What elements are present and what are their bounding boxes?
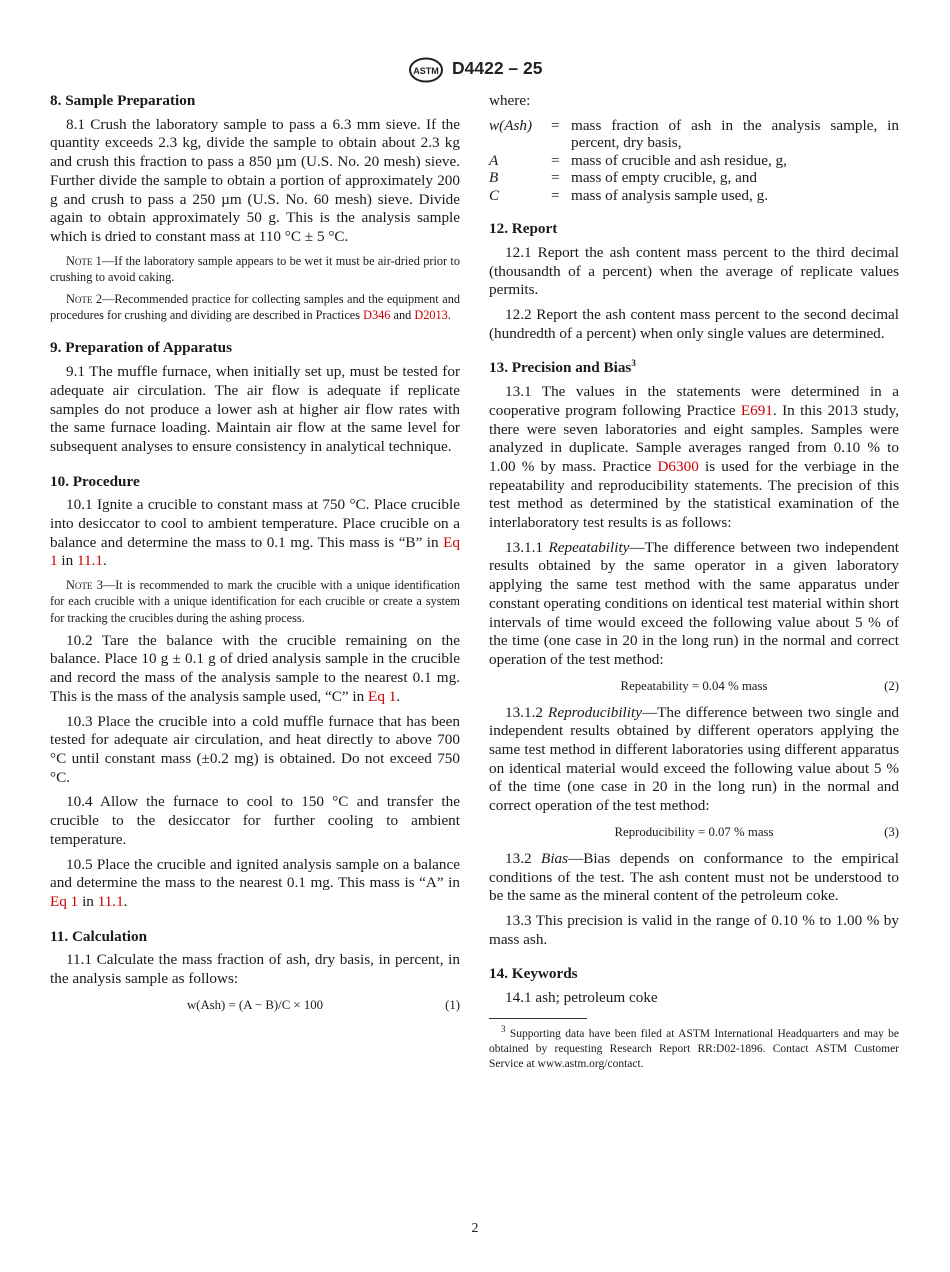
note-label: Note 1 (66, 253, 102, 268)
def-symbol: w(Ash) (489, 116, 533, 134)
definition-row (489, 152, 899, 170)
para-13-1-1 (489, 539, 899, 670)
para-12-1: 12.1 Report the ash content mass percent to the third decimal (thousandth of a percent) when the average of replicate values permits. (489, 243, 899, 299)
note-text: —It is recommended to mark the crucible with a unique identification for each crucible with a unique identification for each crucible or create a system for tracking the crucibles during the ashing process. (50, 578, 460, 625)
para-text: . (103, 552, 107, 570)
para-13-1 (489, 383, 899, 533)
note-label: Note 3 (66, 578, 103, 593)
equation-expression: Reproducibility = 0.07 % mass (614, 824, 774, 839)
link-11-1[interactable]: 11.1 (97, 892, 124, 910)
definition-row (489, 187, 899, 205)
para-text: . (396, 687, 401, 705)
note-text: and (390, 308, 415, 323)
footnote-3 (489, 1023, 899, 1072)
note-text: . (447, 308, 451, 323)
note-1 (50, 253, 460, 285)
footnote-text: Supporting data have been filed at ASTM International Headquarters and may be obtained by requesting Research Report RR:D02-1896. Contact ASTM Customer Service at www.astm.org/contact. (489, 1027, 899, 1070)
term-reproducibility: Reproducibility (548, 703, 642, 721)
section-8-title: 8. Sample Preparation (50, 92, 196, 109)
variable-definitions (489, 117, 899, 205)
para-10-4: 10.4 Allow the furnace to cool to 150 °C and transfer the crucible to the desiccator for further cooling to ambient temperature. (50, 793, 460, 848)
section-14-title: 14. Keywords (489, 965, 578, 983)
def-symbol: A (489, 151, 499, 169)
para-10-5 (50, 856, 460, 912)
para-text: 10.2 Tare the balance with the crucible remaining on the balance. Place 10 g ± 0.1 g of dried analysis sample in the crucible and record the mass of the analysis sample to the nearest 0.1 mg. This is the mass of the analysis sample used, “C” in (50, 631, 460, 705)
link-eq1[interactable]: Eq 1 (50, 892, 79, 910)
para-14-1: 14.1 ash; petroleum coke (505, 989, 658, 1007)
note-2 (50, 291, 460, 323)
link-d2013[interactable]: D2013 (414, 308, 448, 323)
equation-expression: Repeatability = 0.04 % mass (620, 678, 768, 693)
para-13-3: 13.3 This precision is valid in the range of 0.10 % to 1.00 % by mass ash. (489, 912, 899, 948)
def-equals: = (551, 116, 560, 134)
equation-2 (489, 676, 899, 696)
para-8-1: 8.1 Crush the laboratory sample to pass a 6.3 mm sieve. If the quantity exceeds 2.3 kg, divide the sample to obtain about 2.3 kg and crush this fraction to pass a 850 µm (U.S. No. 20 mesh) sieve. Further divide the sample to obtain a portion of approximately 200 g and crush to pass a 250 µm (U.S. No. 60 mesh) sieve. Divide again to obtain approximately 50 g. This is the analysis sample which is dried to constant mass at 110 °C ± 5 °C. (50, 115, 460, 245)
def-equals: = (551, 169, 560, 187)
footnotes (489, 1018, 899, 1072)
footnote-marker: 3 (501, 1023, 506, 1034)
equation-expression: w(Ash) = (A − B)/C × 100 (186, 997, 324, 1012)
para-9-1: 9.1 The muffle furnace, when initially set up, must be tested for adequate air circulation. The air flow is adequate if replicate samples do not produce a lower ash at higher air flow rates with the same furnace loading. Maintain air flow at the same level for subsequent analyses to ensure consistency in analytical technique. (50, 363, 460, 455)
astm-logo-icon (408, 57, 444, 83)
def-description: mass of crucible and ash residue, g, (571, 151, 787, 169)
def-symbol: C (489, 186, 500, 204)
section-11-title: 11. Calculation (50, 927, 148, 945)
para-12-2: 12.2 Report the ash content mass percent to the second decimal (hundredth of a percent) when only single values are determined. (489, 306, 899, 342)
equation-3 (489, 822, 899, 842)
footnote-divider (489, 1018, 587, 1019)
para-10-1 (50, 496, 460, 571)
link-e691[interactable]: E691 (740, 401, 773, 419)
logo-text: ASTM (413, 66, 439, 76)
para-text: in (57, 552, 78, 570)
note-3 (50, 577, 460, 626)
para-text: 10.1 Ignite a crucible to constant mass at 750 °C. Place crucible into desiccator to cool to ambient temperature. Place crucible on a balance and determine the mass to 0.1 mg. This mass is “B” in (50, 496, 460, 551)
equation-number: (3) (884, 824, 899, 839)
link-eq1[interactable]: Eq 1 (368, 687, 397, 705)
para-text: —The difference between two single and independent results obtained by different operators applying the same test method in different laboratories using different apparatus on identical material would exceed the following value about 5 % of the time (one case in 20 in the long run) in the normal and correct operation of the test method: (489, 703, 899, 815)
link-eq1[interactable]: Eq 1 (50, 533, 460, 570)
equation-number: (1) (445, 997, 460, 1012)
definition-row (489, 117, 899, 152)
para-number: 13.1.1 (505, 538, 549, 556)
para-text: 10.5 Place the crucible and ignited analysis sample on a balance and determine the mass to the nearest 0.1 mg. This mass is “A” in (50, 855, 460, 892)
para-10-3: 10.3 Place the crucible into a cold muffle furnace that has been tested for adequate air circulation, and heat directly to above 700 °C until constant mass (±0.2 mg) is obtained. Do not exceed 750 °C. (50, 712, 460, 786)
link-d6300[interactable]: D6300 (657, 457, 699, 475)
def-description: mass of empty crucible, g, and (571, 169, 757, 187)
para-10-2 (50, 632, 460, 707)
document-id: D4422 – 25 (452, 58, 543, 78)
def-description: mass of analysis sample used, g. (571, 186, 768, 204)
para-text: —The difference between two independent results obtained by the same operator in a given laboratory applying the same test method with the same apparatus under constant operating conditions on identical test material within short intervals of time would exceed the following value about 5 % of the time (one case in 20 in the long run) in the normal and correct operation of the test method: (489, 538, 900, 668)
note-text: —If the laboratory sample appears to be wet it must be air-dried prior to crushing to avoid caking. (50, 253, 460, 284)
para-text: in (78, 892, 98, 910)
section-12-title: 12. Report (489, 220, 558, 238)
left-column (50, 92, 460, 1023)
equation-1 (50, 995, 460, 1015)
footnote-ref[interactable]: 3 (631, 358, 636, 369)
def-symbol: B (489, 169, 499, 187)
para-number: 13.1.2 (505, 703, 549, 721)
def-description: mass fraction of ash in the analysis sample, in percent, dry basis, (571, 116, 899, 152)
equation-number: (2) (884, 678, 899, 693)
section-13-title (489, 359, 899, 378)
where-label: where: (489, 92, 531, 109)
para-number: 13.2 (505, 849, 542, 867)
para-text: —Bias depends on conformance to the empirical conditions of the test. The ash content must not be understood to be the same as the mineral content of the petroleum coke. (489, 849, 899, 905)
para-text: . In this 2013 study, there were seven laboratories and eight samples. Samples were analyzed in duplicate. Sample averages ranged from 0.10 % to 1.00 % by mass. Practice (489, 401, 899, 475)
def-equals: = (551, 186, 560, 204)
definition-row (489, 169, 899, 187)
page-header (0, 57, 950, 83)
page-number: 2 (471, 1221, 479, 1236)
section-9-title: 9. Preparation of Apparatus (50, 339, 232, 357)
para-11-1: 11.1 Calculate the mass fraction of ash, dry basis, in percent, in the analysis sample as follows: (50, 951, 460, 988)
term-bias: Bias (541, 849, 569, 867)
para-13-2 (489, 850, 899, 906)
section-10-title: 10. Procedure (50, 472, 140, 490)
link-11-1[interactable]: 11.1 (77, 552, 104, 570)
note-text: —Recommended practice for collecting samples and the equipment and procedures for crushing and dividing are described in Practices (50, 292, 460, 323)
para-text: . (123, 892, 128, 910)
term-repeatability: Repeatability (548, 538, 630, 556)
para-text: 13.1 The values in the statements were determined in a cooperative program following Practice (489, 383, 899, 419)
note-label: Note 2 (66, 292, 103, 307)
para-text: is used for the verbiage in the repeatability and reproducibility statements. The precision of this test method as determined by the statistical examination of the interlaboratory test results is as follows: (489, 457, 899, 532)
def-equals: = (551, 151, 560, 169)
right-column (489, 92, 899, 1072)
link-d346[interactable]: D346 (363, 308, 391, 323)
section-title-text: 13. Precision and Bias (489, 359, 632, 377)
para-13-1-2 (489, 704, 899, 816)
